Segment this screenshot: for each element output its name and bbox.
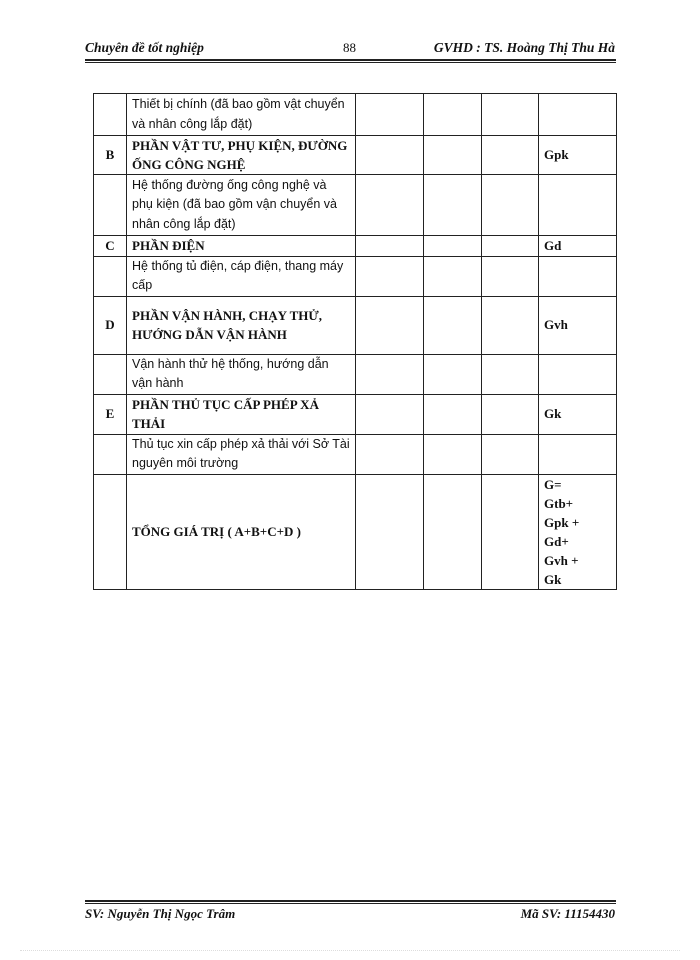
empty-cell	[424, 94, 482, 136]
empty-cell	[424, 236, 482, 257]
row-cost-code: Gk	[539, 394, 617, 434]
empty-cell	[482, 354, 539, 394]
row-index	[94, 175, 127, 236]
row-index: E	[94, 394, 127, 434]
page-number: 88	[343, 40, 356, 55]
cost-table	[93, 93, 617, 590]
table-row	[94, 296, 617, 354]
row-index: B	[94, 136, 127, 175]
empty-cell	[424, 136, 482, 175]
header-rule-thin	[85, 62, 616, 63]
row-description: Hệ thống tủ điện, cáp điện, thang máy cấp	[127, 256, 356, 296]
empty-cell	[356, 474, 424, 589]
table-row	[94, 236, 617, 257]
table-row	[94, 175, 617, 236]
empty-cell	[356, 296, 424, 354]
footer-student: SV: Nguyễn Thị Ngọc Trâm	[85, 906, 236, 921]
total-formula	[539, 474, 617, 589]
empty-cell	[424, 354, 482, 394]
empty-cell	[356, 94, 424, 136]
row-index: C	[94, 236, 127, 257]
empty-cell	[482, 236, 539, 257]
table-row	[94, 136, 617, 175]
table-row	[94, 354, 617, 394]
empty-cell	[424, 296, 482, 354]
row-index	[94, 434, 127, 474]
row-cost-code	[539, 175, 617, 236]
empty-cell	[482, 256, 539, 296]
row-description: Hệ thống đường ống công nghệ và phụ kiện (đã bao gồm vận chuyển và nhân công lắp đặt)	[127, 175, 356, 236]
row-index	[94, 256, 127, 296]
row-description: PHẦN VẬT TƯ, PHỤ KIỆN, ĐƯỜNG ỐNG CÔNG NGHỆ	[127, 136, 356, 175]
empty-cell	[356, 236, 424, 257]
row-description: Thủ tục xin cấp phép xả thải với Sở Tài nguyên môi trường	[127, 434, 356, 474]
row-cost-code	[539, 434, 617, 474]
formula-line: Gvh +	[544, 552, 579, 568]
row-cost-code	[539, 256, 617, 296]
header-rule-thick	[85, 59, 616, 61]
total-label: TỔNG GIÁ TRỊ ( A+B+C+D )	[127, 474, 356, 589]
row-cost-code: Gvh	[539, 296, 617, 354]
cost-table-body	[94, 94, 617, 590]
header-document-title: Chuyên đề tốt nghiệp	[85, 40, 204, 55]
formula-line: Gd+	[544, 533, 569, 549]
empty-cell	[356, 394, 424, 434]
footer-rule-thin	[85, 903, 616, 904]
empty-cell	[356, 256, 424, 296]
row-description: Thiết bị chính (đã bao gồm vật chuyển và nhân công lắp đặt)	[127, 94, 356, 136]
formula-line: G=	[544, 476, 562, 492]
total-row	[94, 474, 617, 589]
formula-line: Gpk +	[544, 514, 580, 530]
row-index: D	[94, 296, 127, 354]
row-cost-code: Gpk	[539, 136, 617, 175]
empty-cell	[424, 175, 482, 236]
empty-cell	[356, 434, 424, 474]
row-index	[94, 354, 127, 394]
row-description: Vận hành thử hệ thống, hướng dẫn vận hành	[127, 354, 356, 394]
footer-rule-thick	[85, 900, 616, 902]
empty-cell	[482, 474, 539, 589]
page-header	[85, 40, 615, 60]
empty-cell	[424, 394, 482, 434]
footer-student-id: Mã SV: 11154430	[520, 906, 615, 921]
empty-cell	[424, 434, 482, 474]
table-row	[94, 434, 617, 474]
row-cost-code: Gd	[539, 236, 617, 257]
empty-cell	[424, 256, 482, 296]
table-row	[94, 394, 617, 434]
header-advisor: GVHD : TS. Hoàng Thị Thu Hà	[433, 40, 615, 55]
empty-cell	[356, 136, 424, 175]
empty-cell	[482, 296, 539, 354]
empty-cell	[482, 136, 539, 175]
row-cost-code	[539, 354, 617, 394]
row-description: PHẦN ĐIỆN	[127, 236, 356, 257]
empty-cell	[482, 175, 539, 236]
page-footer	[85, 906, 615, 926]
table-row	[94, 256, 617, 296]
formula-line: Gk	[544, 571, 562, 587]
row-description: PHẦN THỦ TỤC CẤP PHÉP XẢ THẢI	[127, 394, 356, 434]
table-row	[94, 94, 617, 136]
page-edge	[20, 950, 680, 951]
formula-line: Gtb+	[544, 495, 574, 511]
row-cost-code	[539, 94, 617, 136]
empty-cell	[482, 394, 539, 434]
empty-cell	[482, 94, 539, 136]
total-index	[94, 474, 127, 589]
empty-cell	[356, 175, 424, 236]
row-description: PHẦN VẬN HÀNH, CHẠY THỬ, HƯỚNG DẪN VẬN HÀNH	[127, 296, 356, 354]
empty-cell	[424, 474, 482, 589]
empty-cell	[356, 354, 424, 394]
empty-cell	[482, 434, 539, 474]
row-index	[94, 94, 127, 136]
